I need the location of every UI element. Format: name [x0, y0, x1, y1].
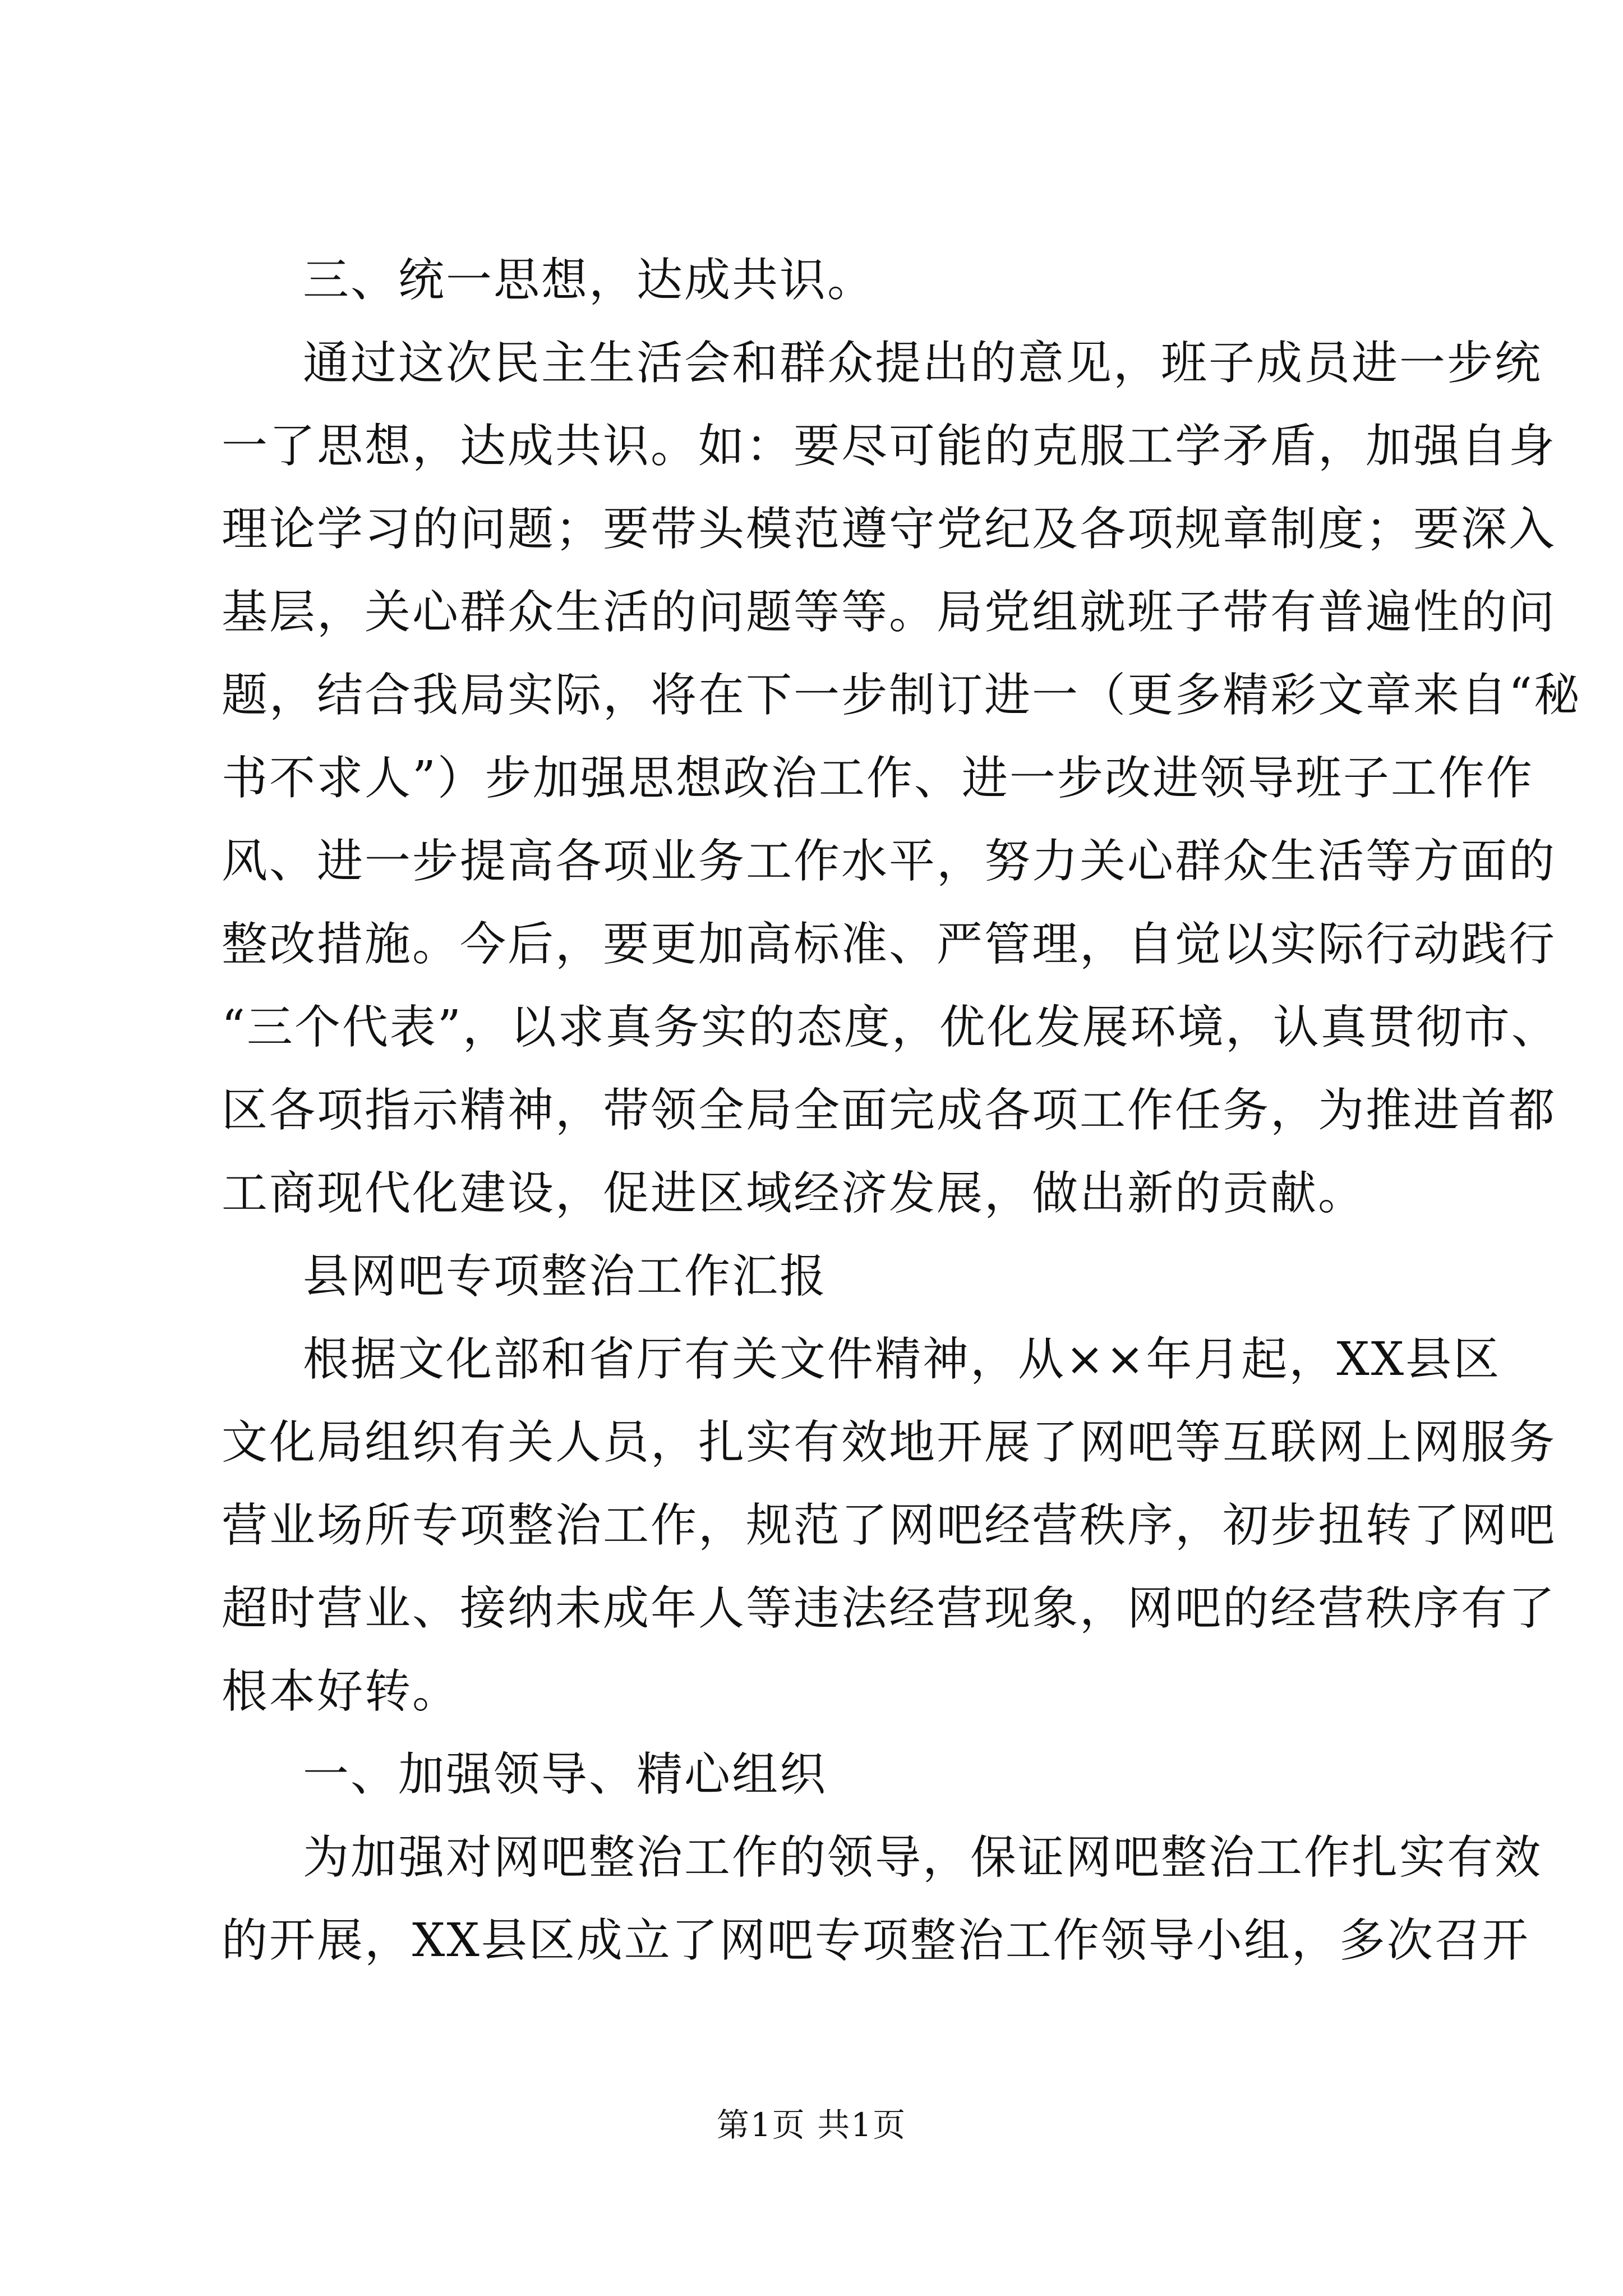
text-line: 一了思想，达成共识。如：要尽可能的克服工学矛盾，加强自身: [222, 420, 1557, 473]
text-line: 风、进一步提高各项业务工作水平，努力关心群众生活等方面的: [222, 835, 1557, 888]
text-line: 文化局组织有关人员，扎实有效地开展了网吧等互联网上网服务: [222, 1416, 1557, 1469]
section-title: 县网吧专项整治工作汇报: [303, 1250, 828, 1303]
text-line: 为加强对网吧整治工作的领导，保证网吧整治工作扎实有效: [303, 1831, 1543, 1884]
text-line: 理论学习的问题；要带头模范遵守党纪及各项规章制度；要深入: [222, 503, 1557, 556]
paragraph-heading-3: 三、统一思想，达成共识。: [303, 254, 875, 307]
text-line: 基层，关心群众生活的问题等等。局党组就班子带有普遍性的问: [222, 586, 1557, 639]
text-line: 通过这次民主生活会和群众提出的意见，班子成员进一步统: [303, 337, 1543, 390]
text-line: 根本好转。: [222, 1665, 460, 1718]
paragraph-heading-1: 一、加强领导、精心组织: [303, 1748, 828, 1801]
text-line: 营业场所专项整治工作，规范了网吧经营秩序，初步扭转了网吧: [222, 1499, 1557, 1552]
text-line: 超时营业、接纳未成年人等违法经营现象，网吧的经营秩序有了: [222, 1582, 1557, 1635]
text-line: 区各项指示精神，带领全局全面完成各项工作任务，为推进首都: [222, 1084, 1557, 1137]
text-line: 根据文化部和省厅有关文件精神，从××年月起，XX县区: [303, 1333, 1501, 1386]
text-line: 书不求人”）步加强思想政治工作、进一步改进领导班子工作作: [222, 752, 1534, 805]
page-footer: 第1页 共1页: [716, 2106, 907, 2144]
text-line: 工商现代化建设，促进区域经济发展，做出新的贡献。: [222, 1167, 1366, 1220]
text-line: 的开展，XX县区成立了网吧专项整治工作领导小组，多次召开: [222, 1914, 1530, 1967]
text-line: “三个代表”，以求真务实的态度，优化发展环境，认真贯彻市、: [222, 1001, 1559, 1054]
text-line: 题，结合我局实际，将在下一步制订进一（更多精彩文章来自“秘: [222, 669, 1581, 722]
text-line: 整改措施。今后，要更加高标准、严管理，自觉以实际行动践行: [222, 918, 1557, 971]
